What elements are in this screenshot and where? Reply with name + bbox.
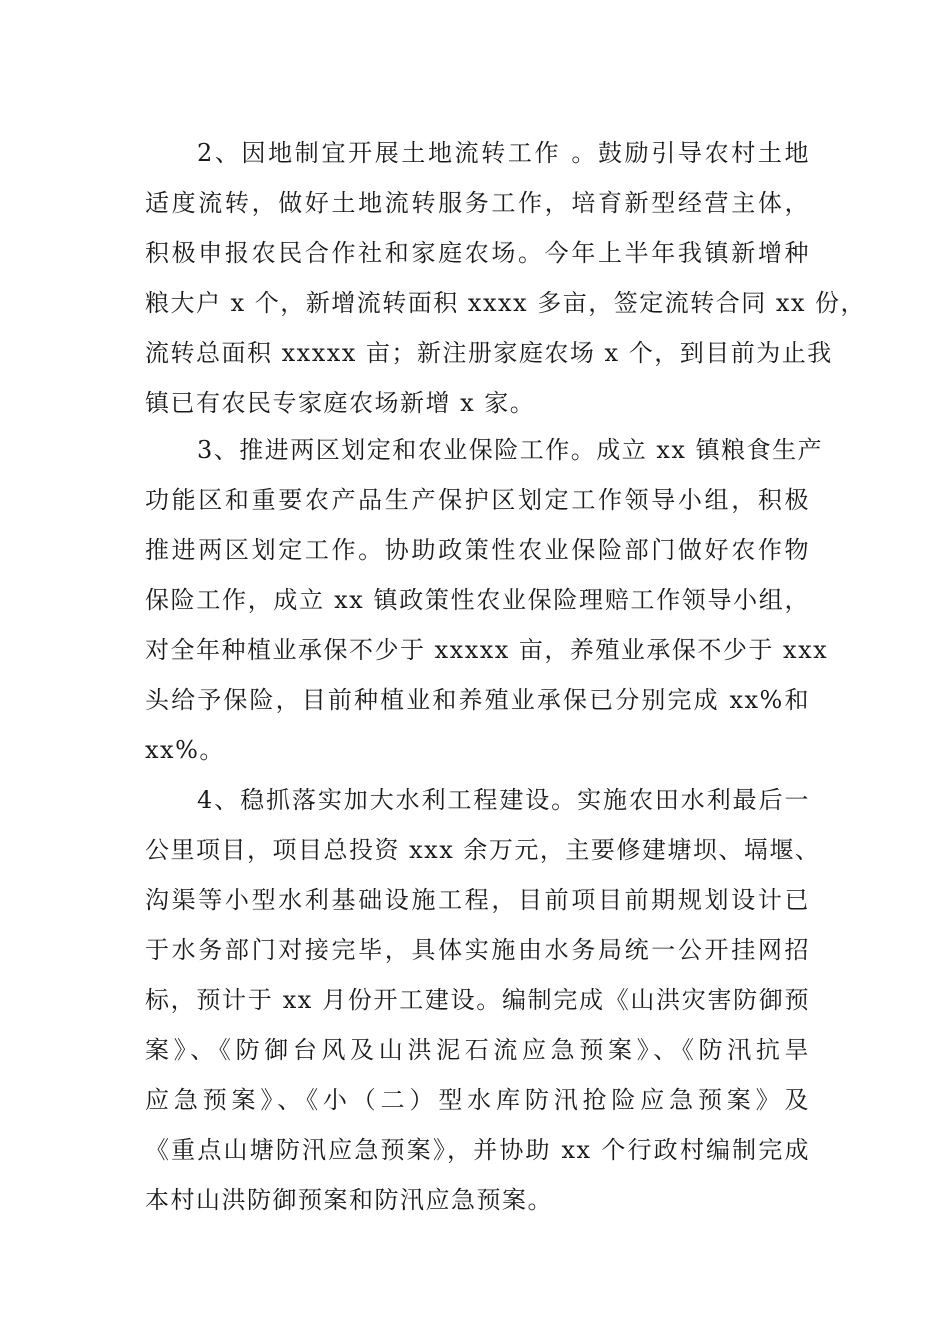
text-line: 流转总面积 xxxxx 亩；新注册家庭农场 x 个，到目前为止我 (145, 339, 833, 367)
paragraph-zoning-insurance (145, 425, 829, 775)
text-line: 标，预计于 xx 月份开工建设。编制完成《山洪灾害防御预 (145, 986, 810, 1014)
paragraph-water-conservancy (145, 775, 821, 1225)
text-line: 本村山洪防御预案和防汛应急预案。 (145, 1186, 553, 1214)
text-line: 镇已有农民专家庭农场新增 x 家。 (145, 389, 536, 417)
text-line: 沟渠等小型水利基础设施工程，目前项目前期规划设计已 (145, 886, 810, 914)
text-line: 功能区和重要农产品生产保护区划定工作领导小组，积极 (145, 486, 810, 514)
text-line: 3、推进两区划定和农业保险工作。成立 xx 镇粮食生产 (197, 436, 824, 464)
text-line: 于水务部门对接完毕，具体实施由水务局统一公开挂网招 (145, 936, 810, 964)
text-line: 应急预案》、《小（二）型水库防汛抢险应急预案》及 (145, 1086, 810, 1114)
text-line: 头给予保险，目前种植业和养殖业承保已分别完成 xx%和 (145, 686, 810, 714)
text-line: 积极申报农民合作社和家庭农场。今年上半年我镇新增种 (145, 239, 810, 267)
text-line: 2、因地制宜开展土地流转工作 。鼓励引导农村土地 (197, 139, 810, 167)
paragraph-land-transfer (145, 128, 867, 428)
text-line: 对全年种植业承保不少于 xxxxx 亩，养殖业承保不少于 xxx (145, 636, 829, 664)
text-line: xx%。 (145, 736, 225, 764)
text-line: 推进两区划定工作。协助政策性农业保险部门做好农作物 (145, 536, 810, 564)
text-line: 保险工作，成立 xx 镇政策性农业保险理赔工作领导小组， (145, 586, 810, 614)
text-line: 适度流转，做好土地流转服务工作，培育新型经营主体， (145, 189, 810, 217)
text-line: 粮大户 x 个，新增流转面积 xxxx 多亩，签定流转合同 xx 份， (145, 289, 867, 317)
text-line: 公里项目，项目总投资 xxx 余万元，主要修建塘坝、塥堰、 (145, 836, 821, 864)
text-line: 《重点山塘防汛应急预案》，并协助 xx 个行政村编制完成 (145, 1136, 810, 1164)
text-line: 4、稳抓落实加大水利工程建设。实施农田水利最后一 (197, 786, 810, 814)
text-line: 案》、《防御台风及山洪泥石流应急预案》、《防汛抗旱 (145, 1036, 810, 1064)
